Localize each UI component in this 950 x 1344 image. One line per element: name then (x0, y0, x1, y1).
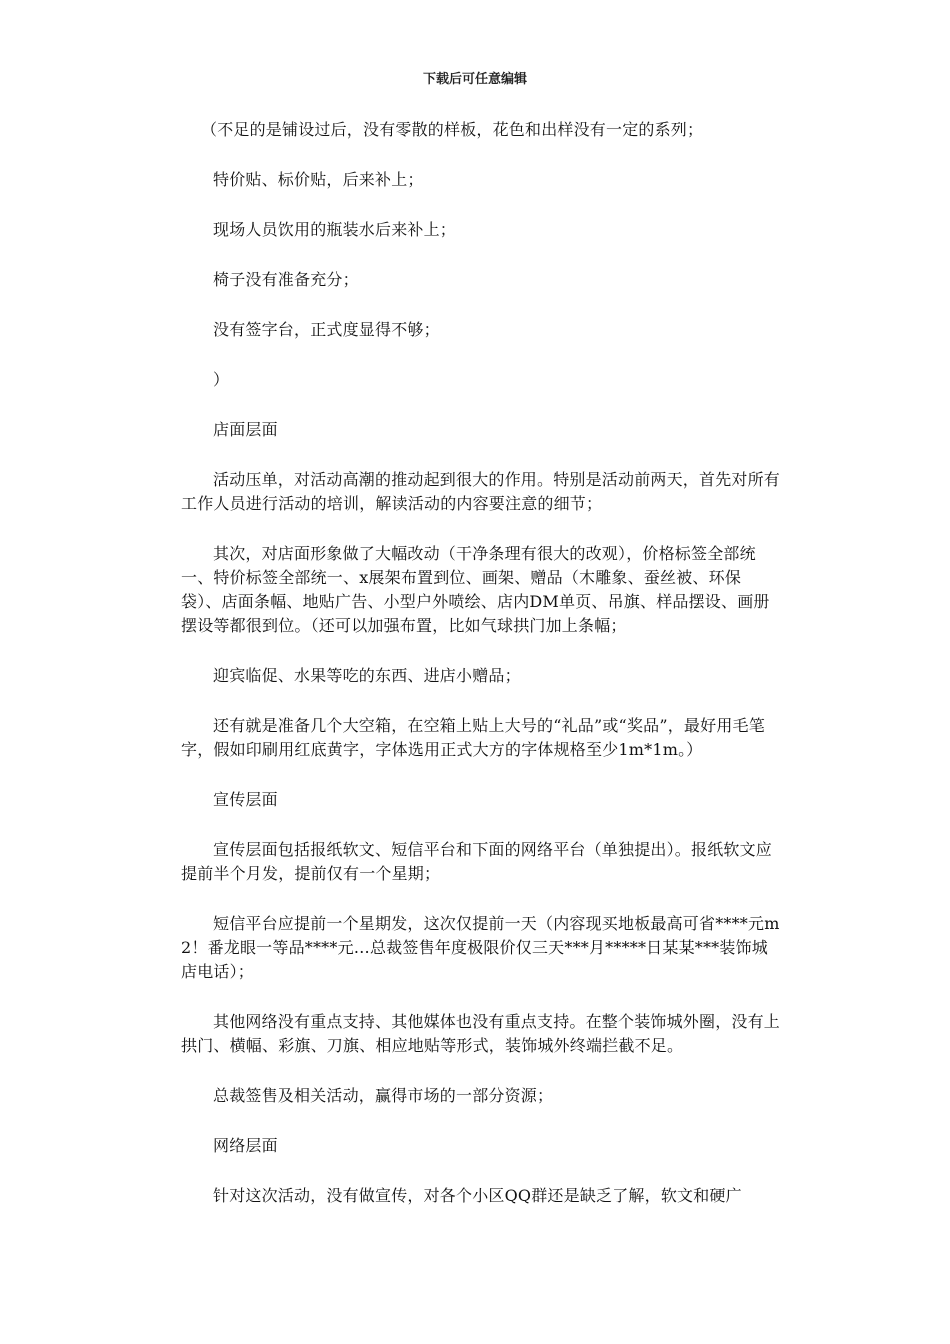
page-header: 下载后可任意编辑 (422, 72, 527, 87)
section-heading-network: 网络层面 (213, 1136, 278, 1155)
paragraph-close-paren: ） (213, 370, 230, 389)
paragraph-sms: 短信平台应提前一个星期发，这次仅提前一天（内容现买地板最高可省****元m2！番龙眼一等品****元…总裁签售年度极限价仅三天***月*****日某某***装饰城店电话）； (181, 914, 780, 981)
paragraph-price-labels: 特价贴、标价贴，后来补上； (213, 170, 424, 189)
paragraph-other-media: 其他网络没有重点支持、其他媒体也没有重点支持。在整个装饰城外圈，没有上拱门、横幅、彩旗、刀旗、相应地贴等形式，装饰城外终端拦截不足。 (181, 1012, 781, 1055)
paragraph-signing-desk: 没有签字台，正式度显得不够； (213, 320, 440, 339)
paragraph-newspaper: 宣传层面包括报纸软文、短信平台和下面的网络平台（单独提出）。报纸软文应提前半个月发，提前仅有一个星期； (181, 840, 773, 883)
paragraph-store-image: 其次，对店面形象做了大幅改动（干净条理有很大的改观），价格标签全部统一、特价标签全部统一、x展架布置到位、画架、赠品（木雕象、蚕丝被、环保袋）、店面条幅、地贴广告、小型户外喷绘、店内DM单页、吊旗、样品摆设、画册摆设等都很到位。（还可以加强布置，比如气球拱门加上条幅； (181, 544, 770, 635)
paragraph-bottled-water: 现场人员饮用的瓶装水后来补上； (213, 220, 457, 239)
section-heading-store: 店面层面 (213, 420, 278, 439)
section-heading-promotion: 宣传层面 (213, 790, 278, 809)
paragraph-ceo-signing: 总裁签售及相关活动，赢得市场的一部分资源； (213, 1086, 554, 1105)
paragraph-gift-boxes: 还有就是准备几个大空箱，在空箱上贴上大号的“礼品”或“奖品”，最好用毛笔字，假如印刷用红底黄字，字体选用正式大方的字体规格至少1m*1m。） (181, 716, 765, 759)
paragraph-chairs: 椅子没有准备充分； (213, 270, 359, 289)
document-body (181, 118, 781, 1234)
paragraph-store-activity: 活动压单，对活动高潮的推动起到很大的作用。特别是活动前两天，首先对所有工作人员进行活动的培训，解读活动的内容要注意的细节； (181, 470, 781, 513)
paragraph-shortcomings-intro: （不足的是铺设过后，没有零散的样板，花色和出样没有一定的系列； (201, 120, 704, 139)
paragraph-network: 针对这次活动，没有做宣传，对各个小区QQ群还是缺乏了解，软文和硬广 (213, 1186, 742, 1205)
paragraph-greeting: 迎宾临促、水果等吃的东西、进店小赠品； (213, 666, 521, 685)
